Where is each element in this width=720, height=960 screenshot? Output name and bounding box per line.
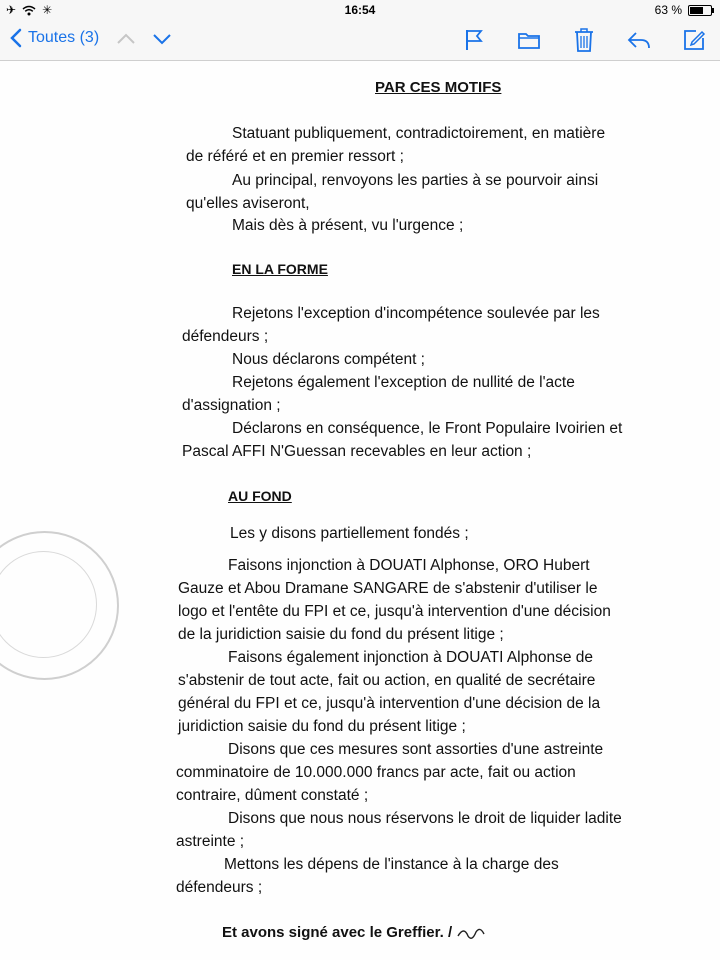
chevron-down-icon[interactable] bbox=[151, 28, 173, 50]
battery-level bbox=[690, 7, 703, 14]
section-heading-fond: AU FOND bbox=[228, 488, 292, 504]
trash-icon bbox=[573, 27, 595, 53]
paragraph-line: Rejetons l'exception d'incompétence soulevée par les bbox=[232, 305, 600, 322]
paragraph-line: contraire, dûment constaté ; bbox=[176, 787, 369, 804]
message-navigation bbox=[115, 28, 173, 50]
chevron-up-icon[interactable] bbox=[115, 28, 137, 50]
paragraph-line: de référé et en premier ressort ; bbox=[186, 148, 404, 165]
compose-button[interactable] bbox=[680, 26, 708, 54]
paragraph-line: Nous déclarons compétent ; bbox=[232, 351, 425, 368]
paragraph-line: d'assignation ; bbox=[182, 397, 281, 414]
document-scan bbox=[0, 61, 720, 960]
paragraph-line: de la juridiction saisie du fond du présent litige ; bbox=[178, 626, 504, 643]
paragraph-line: qu'elles aviseront, bbox=[186, 195, 310, 212]
paragraph-line: Disons que nous nous réservons le droit de liquider ladite bbox=[228, 810, 622, 827]
reply-icon bbox=[626, 30, 652, 50]
paragraph-line: Gauze et Abou Dramane SANGARE de s'abstenir d'utiliser le bbox=[178, 580, 598, 597]
back-button[interactable] bbox=[10, 28, 99, 48]
trash-button[interactable] bbox=[570, 26, 598, 54]
paragraph-line: Statuant publiquement, contradictoirement, en matière bbox=[232, 125, 606, 142]
section-heading-forme: EN LA FORME bbox=[232, 261, 328, 277]
action-toolbar bbox=[460, 26, 708, 54]
paragraph-line: Au principal, renvoyons les parties à se pourvoir ainsi bbox=[232, 172, 599, 189]
mail-toolbar bbox=[0, 20, 720, 61]
battery-icon bbox=[688, 5, 712, 16]
court-stamp bbox=[0, 531, 119, 680]
handwritten-signature bbox=[456, 924, 486, 942]
paragraph-line: général du FPI et ce, jusqu'à intervention d'une décision de la bbox=[178, 695, 601, 712]
status-bar bbox=[0, 0, 720, 20]
paragraph-line: défendeurs ; bbox=[182, 328, 269, 345]
paragraph-line: astreinte ; bbox=[176, 833, 245, 850]
airplane-icon: ✈ bbox=[6, 3, 17, 17]
paragraph-line: s'abstenir de tout acte, fait ou action, en qualité de secrétaire bbox=[178, 672, 596, 689]
signature-line bbox=[222, 923, 486, 943]
document-title: PAR CES MOTIFS bbox=[375, 79, 502, 96]
battery-label: 63 % bbox=[654, 3, 682, 17]
paragraph-line: Pascal AFFI N'Guessan recevables en leur action ; bbox=[182, 443, 532, 460]
move-folder-button[interactable] bbox=[515, 26, 543, 54]
paragraph-line: Mettons les dépens de l'instance à la charge des bbox=[224, 856, 559, 873]
chevron-left-icon bbox=[10, 28, 22, 48]
activity-icon: ✳ bbox=[42, 3, 53, 17]
paragraph-line: Rejetons également l'exception de nullité de l'acte bbox=[232, 374, 575, 391]
folder-icon bbox=[517, 30, 541, 50]
compose-icon bbox=[682, 28, 706, 52]
signature-text: Et avons signé avec le Greffier. / bbox=[222, 924, 453, 941]
paragraph-line: défendeurs ; bbox=[176, 879, 263, 896]
paragraph-line: Faisons également injonction à DOUATI Alphonse de bbox=[228, 649, 594, 666]
reply-button[interactable] bbox=[625, 26, 653, 54]
paragraph-line: comminatoire de 10.000.000 francs par acte, fait ou action bbox=[176, 764, 576, 781]
paragraph-line: Mais dès à présent, vu l'urgence ; bbox=[232, 217, 464, 234]
flag-icon bbox=[464, 28, 484, 52]
back-button-label: Toutes (3) bbox=[28, 29, 100, 46]
paragraph-line: juridiction saisie du fond du présent litige ; bbox=[178, 718, 466, 735]
paragraph-line: logo et l'entête du FPI et ce, jusqu'à intervention d'une décision bbox=[178, 603, 611, 620]
flag-button[interactable] bbox=[460, 26, 488, 54]
paragraph-line: Déclarons en conséquence, le Front Populaire Ivoirien et bbox=[232, 420, 623, 437]
paragraph-line: Les y disons partiellement fondés ; bbox=[230, 525, 469, 542]
status-icons-right bbox=[655, 3, 712, 17]
status-time: 16:54 bbox=[344, 3, 376, 17]
paragraph-line: Disons que ces mesures sont assorties d'une astreinte bbox=[228, 741, 604, 758]
paragraph-line: Faisons injonction à DOUATI Alphonse, ORO Hubert bbox=[228, 557, 590, 574]
